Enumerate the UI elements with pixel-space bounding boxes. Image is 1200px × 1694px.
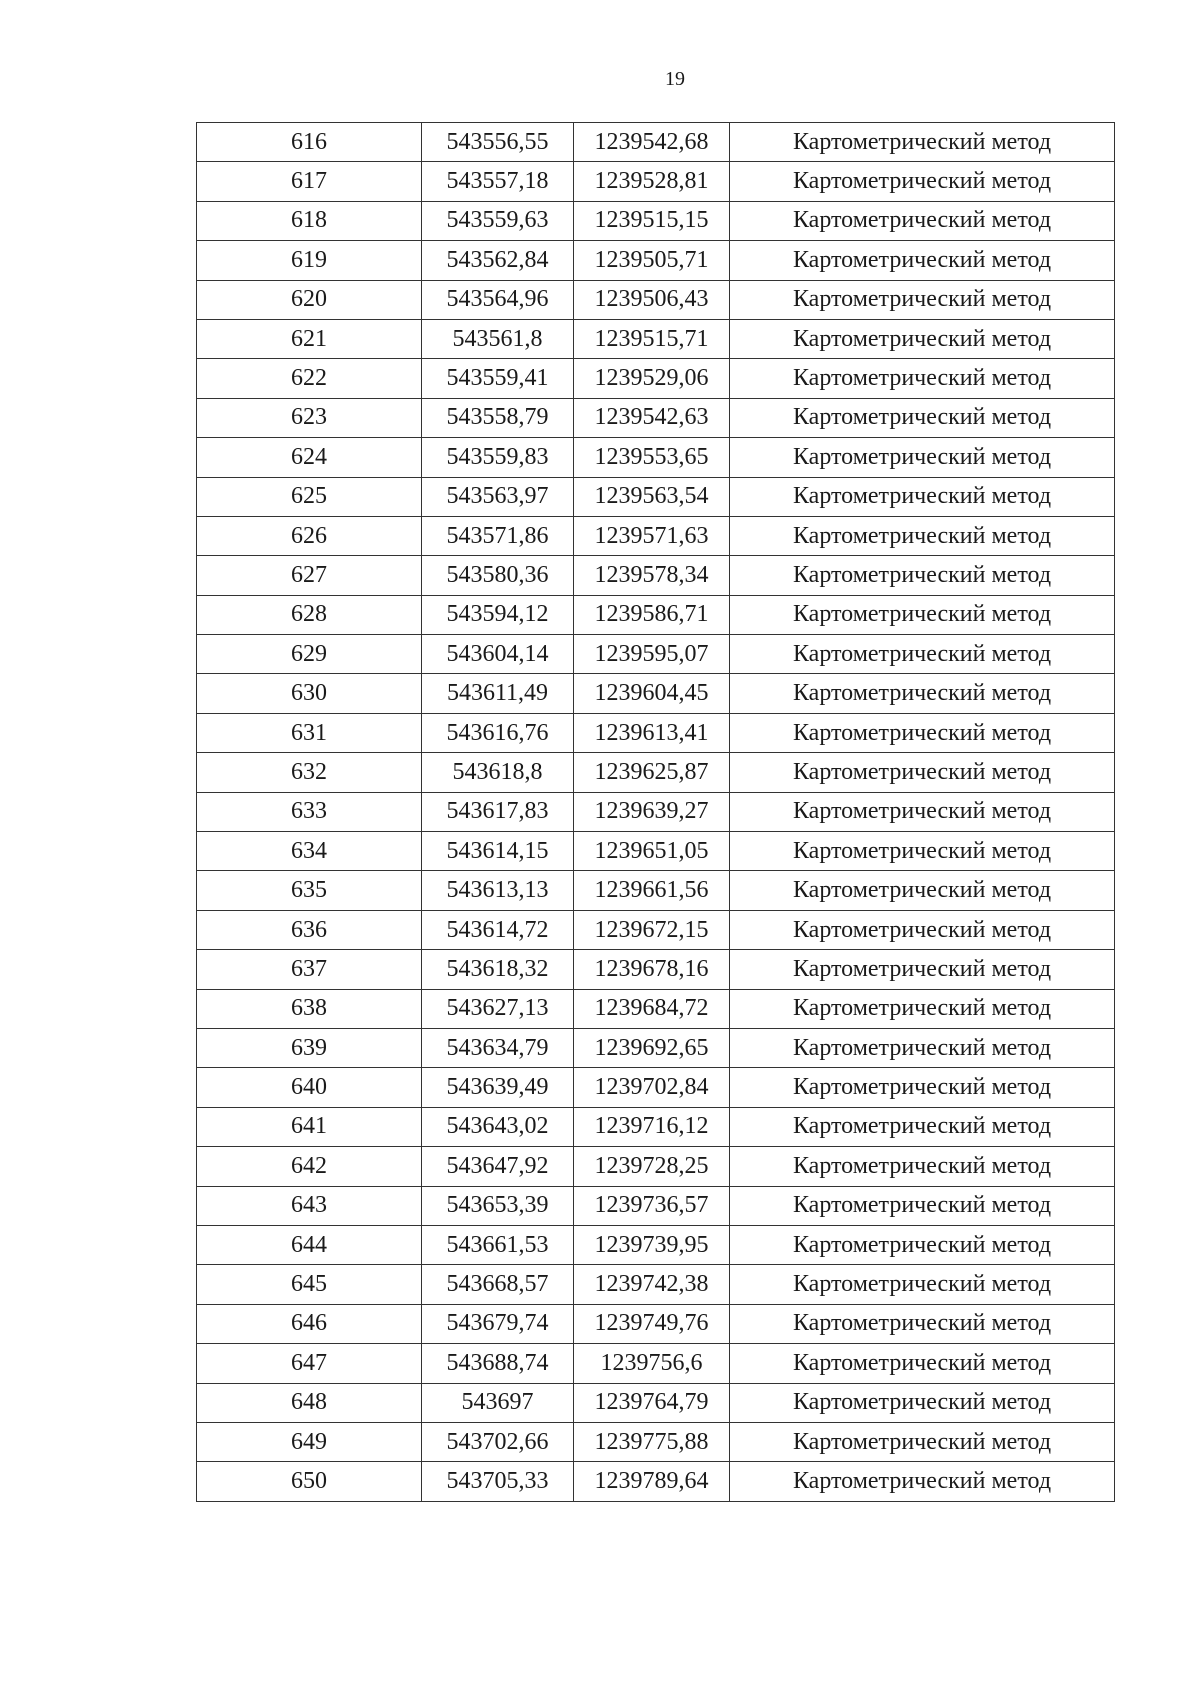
method-cell: Картометрический метод <box>730 1462 1115 1501</box>
x-coordinate-cell: 543639,49 <box>422 1068 574 1107</box>
point-number-cell: 646 <box>197 1304 422 1343</box>
table-row <box>197 1147 1115 1186</box>
x-coordinate-cell: 543561,8 <box>422 319 574 358</box>
y-coordinate-cell: 1239586,71 <box>574 595 730 634</box>
method-cell: Картометрический метод <box>730 1383 1115 1422</box>
x-coordinate-cell: 543617,83 <box>422 792 574 831</box>
x-coordinate-cell: 543614,15 <box>422 832 574 871</box>
table-row <box>197 1107 1115 1146</box>
y-coordinate-cell: 1239528,81 <box>574 162 730 201</box>
method-cell: Картометрический метод <box>730 1186 1115 1225</box>
y-coordinate-cell: 1239604,45 <box>574 674 730 713</box>
table-row <box>197 1344 1115 1383</box>
method-cell: Картометрический метод <box>730 280 1115 319</box>
y-coordinate-cell: 1239692,65 <box>574 1028 730 1067</box>
table-row <box>197 241 1115 280</box>
method-cell: Картометрический метод <box>730 910 1115 949</box>
y-coordinate-cell: 1239651,05 <box>574 832 730 871</box>
table-row <box>197 1265 1115 1304</box>
x-coordinate-cell: 543618,32 <box>422 950 574 989</box>
y-coordinate-cell: 1239505,71 <box>574 241 730 280</box>
point-number-cell: 650 <box>197 1462 422 1501</box>
table-row <box>197 1462 1115 1501</box>
y-coordinate-cell: 1239542,63 <box>574 398 730 437</box>
table-row <box>197 1383 1115 1422</box>
table-row <box>197 832 1115 871</box>
y-coordinate-cell: 1239716,12 <box>574 1107 730 1146</box>
coordinates-table <box>196 122 1115 1502</box>
point-number-cell: 618 <box>197 201 422 240</box>
x-coordinate-cell: 543613,13 <box>422 871 574 910</box>
x-coordinate-cell: 543702,66 <box>422 1422 574 1461</box>
method-cell: Картометрический метод <box>730 123 1115 162</box>
x-coordinate-cell: 543661,53 <box>422 1225 574 1264</box>
x-coordinate-cell: 543697 <box>422 1383 574 1422</box>
y-coordinate-cell: 1239515,15 <box>574 201 730 240</box>
table-row <box>197 635 1115 674</box>
table-row <box>197 753 1115 792</box>
x-coordinate-cell: 543559,83 <box>422 438 574 477</box>
x-coordinate-cell: 543668,57 <box>422 1265 574 1304</box>
point-number-cell: 645 <box>197 1265 422 1304</box>
y-coordinate-cell: 1239661,56 <box>574 871 730 910</box>
x-coordinate-cell: 543559,63 <box>422 201 574 240</box>
method-cell: Картометрический метод <box>730 1147 1115 1186</box>
y-coordinate-cell: 1239595,07 <box>574 635 730 674</box>
point-number-cell: 631 <box>197 713 422 752</box>
x-coordinate-cell: 543616,76 <box>422 713 574 752</box>
point-number-cell: 648 <box>197 1383 422 1422</box>
point-number-cell: 616 <box>197 123 422 162</box>
table-row <box>197 950 1115 989</box>
y-coordinate-cell: 1239702,84 <box>574 1068 730 1107</box>
table-row <box>197 871 1115 910</box>
y-coordinate-cell: 1239672,15 <box>574 910 730 949</box>
page-number: 19 <box>665 68 685 90</box>
method-cell: Картометрический метод <box>730 438 1115 477</box>
table-row <box>197 123 1115 162</box>
y-coordinate-cell: 1239739,95 <box>574 1225 730 1264</box>
point-number-cell: 630 <box>197 674 422 713</box>
x-coordinate-cell: 543647,92 <box>422 1147 574 1186</box>
x-coordinate-cell: 543604,14 <box>422 635 574 674</box>
y-coordinate-cell: 1239529,06 <box>574 359 730 398</box>
point-number-cell: 620 <box>197 280 422 319</box>
point-number-cell: 625 <box>197 477 422 516</box>
point-number-cell: 634 <box>197 832 422 871</box>
point-number-cell: 628 <box>197 595 422 634</box>
method-cell: Картометрический метод <box>730 1422 1115 1461</box>
x-coordinate-cell: 543653,39 <box>422 1186 574 1225</box>
table-row <box>197 1028 1115 1067</box>
table-row <box>197 792 1115 831</box>
x-coordinate-cell: 543614,72 <box>422 910 574 949</box>
point-number-cell: 644 <box>197 1225 422 1264</box>
point-number-cell: 632 <box>197 753 422 792</box>
y-coordinate-cell: 1239789,64 <box>574 1462 730 1501</box>
table-row <box>197 319 1115 358</box>
y-coordinate-cell: 1239578,34 <box>574 556 730 595</box>
x-coordinate-cell: 543571,86 <box>422 516 574 555</box>
table-row <box>197 1186 1115 1225</box>
x-coordinate-cell: 543558,79 <box>422 398 574 437</box>
x-coordinate-cell: 543688,74 <box>422 1344 574 1383</box>
method-cell: Картометрический метод <box>730 241 1115 280</box>
y-coordinate-cell: 1239639,27 <box>574 792 730 831</box>
table-row <box>197 713 1115 752</box>
point-number-cell: 642 <box>197 1147 422 1186</box>
method-cell: Картометрический метод <box>730 319 1115 358</box>
method-cell: Картометрический метод <box>730 792 1115 831</box>
point-number-cell: 637 <box>197 950 422 989</box>
point-number-cell: 640 <box>197 1068 422 1107</box>
method-cell: Картометрический метод <box>730 832 1115 871</box>
method-cell: Картометрический метод <box>730 871 1115 910</box>
method-cell: Картометрический метод <box>730 556 1115 595</box>
method-cell: Картометрический метод <box>730 635 1115 674</box>
point-number-cell: 623 <box>197 398 422 437</box>
method-cell: Картометрический метод <box>730 359 1115 398</box>
point-number-cell: 627 <box>197 556 422 595</box>
table-row <box>197 1068 1115 1107</box>
y-coordinate-cell: 1239756,6 <box>574 1344 730 1383</box>
point-number-cell: 624 <box>197 438 422 477</box>
table-row <box>197 280 1115 319</box>
method-cell: Картометрический метод <box>730 1304 1115 1343</box>
x-coordinate-cell: 543556,55 <box>422 123 574 162</box>
method-cell: Картометрический метод <box>730 753 1115 792</box>
x-coordinate-cell: 543643,02 <box>422 1107 574 1146</box>
x-coordinate-cell: 543679,74 <box>422 1304 574 1343</box>
method-cell: Картометрический метод <box>730 516 1115 555</box>
method-cell: Картометрический метод <box>730 989 1115 1028</box>
method-cell: Картометрический метод <box>730 162 1115 201</box>
point-number-cell: 638 <box>197 989 422 1028</box>
point-number-cell: 629 <box>197 635 422 674</box>
point-number-cell: 647 <box>197 1344 422 1383</box>
point-number-cell: 643 <box>197 1186 422 1225</box>
x-coordinate-cell: 543618,8 <box>422 753 574 792</box>
x-coordinate-cell: 543557,18 <box>422 162 574 201</box>
point-number-cell: 619 <box>197 241 422 280</box>
method-cell: Картометрический метод <box>730 1344 1115 1383</box>
method-cell: Картометрический метод <box>730 950 1115 989</box>
y-coordinate-cell: 1239506,43 <box>574 280 730 319</box>
y-coordinate-cell: 1239764,79 <box>574 1383 730 1422</box>
y-coordinate-cell: 1239563,54 <box>574 477 730 516</box>
method-cell: Картометрический метод <box>730 398 1115 437</box>
point-number-cell: 639 <box>197 1028 422 1067</box>
table-row <box>197 359 1115 398</box>
y-coordinate-cell: 1239625,87 <box>574 753 730 792</box>
table-row <box>197 201 1115 240</box>
table-row <box>197 595 1115 634</box>
point-number-cell: 617 <box>197 162 422 201</box>
method-cell: Картометрический метод <box>730 1265 1115 1304</box>
point-number-cell: 622 <box>197 359 422 398</box>
x-coordinate-cell: 543634,79 <box>422 1028 574 1067</box>
table-row <box>197 162 1115 201</box>
method-cell: Картометрический метод <box>730 1107 1115 1146</box>
table-row <box>197 1422 1115 1461</box>
y-coordinate-cell: 1239613,41 <box>574 713 730 752</box>
point-number-cell: 641 <box>197 1107 422 1146</box>
point-number-cell: 633 <box>197 792 422 831</box>
table-row <box>197 477 1115 516</box>
x-coordinate-cell: 543627,13 <box>422 989 574 1028</box>
y-coordinate-cell: 1239749,76 <box>574 1304 730 1343</box>
method-cell: Картометрический метод <box>730 201 1115 240</box>
y-coordinate-cell: 1239553,65 <box>574 438 730 477</box>
method-cell: Картометрический метод <box>730 477 1115 516</box>
y-coordinate-cell: 1239742,38 <box>574 1265 730 1304</box>
table-row <box>197 674 1115 713</box>
x-coordinate-cell: 543563,97 <box>422 477 574 516</box>
x-coordinate-cell: 543594,12 <box>422 595 574 634</box>
point-number-cell: 626 <box>197 516 422 555</box>
method-cell: Картометрический метод <box>730 713 1115 752</box>
table-row <box>197 516 1115 555</box>
y-coordinate-cell: 1239571,63 <box>574 516 730 555</box>
x-coordinate-cell: 543580,36 <box>422 556 574 595</box>
method-cell: Картометрический метод <box>730 674 1115 713</box>
x-coordinate-cell: 543705,33 <box>422 1462 574 1501</box>
x-coordinate-cell: 543611,49 <box>422 674 574 713</box>
point-number-cell: 636 <box>197 910 422 949</box>
y-coordinate-cell: 1239684,72 <box>574 989 730 1028</box>
x-coordinate-cell: 543564,96 <box>422 280 574 319</box>
table-row <box>197 438 1115 477</box>
method-cell: Картометрический метод <box>730 1225 1115 1264</box>
point-number-cell: 635 <box>197 871 422 910</box>
y-coordinate-cell: 1239775,88 <box>574 1422 730 1461</box>
x-coordinate-cell: 543559,41 <box>422 359 574 398</box>
coordinates-table-body <box>197 123 1115 1502</box>
table-row <box>197 1304 1115 1343</box>
table-row <box>197 556 1115 595</box>
y-coordinate-cell: 1239542,68 <box>574 123 730 162</box>
y-coordinate-cell: 1239736,57 <box>574 1186 730 1225</box>
method-cell: Картометрический метод <box>730 595 1115 634</box>
table-row <box>197 398 1115 437</box>
method-cell: Картометрический метод <box>730 1068 1115 1107</box>
y-coordinate-cell: 1239678,16 <box>574 950 730 989</box>
method-cell: Картометрический метод <box>730 1028 1115 1067</box>
table-row <box>197 910 1115 949</box>
y-coordinate-cell: 1239515,71 <box>574 319 730 358</box>
point-number-cell: 621 <box>197 319 422 358</box>
table-row <box>197 989 1115 1028</box>
y-coordinate-cell: 1239728,25 <box>574 1147 730 1186</box>
table-row <box>197 1225 1115 1264</box>
point-number-cell: 649 <box>197 1422 422 1461</box>
x-coordinate-cell: 543562,84 <box>422 241 574 280</box>
